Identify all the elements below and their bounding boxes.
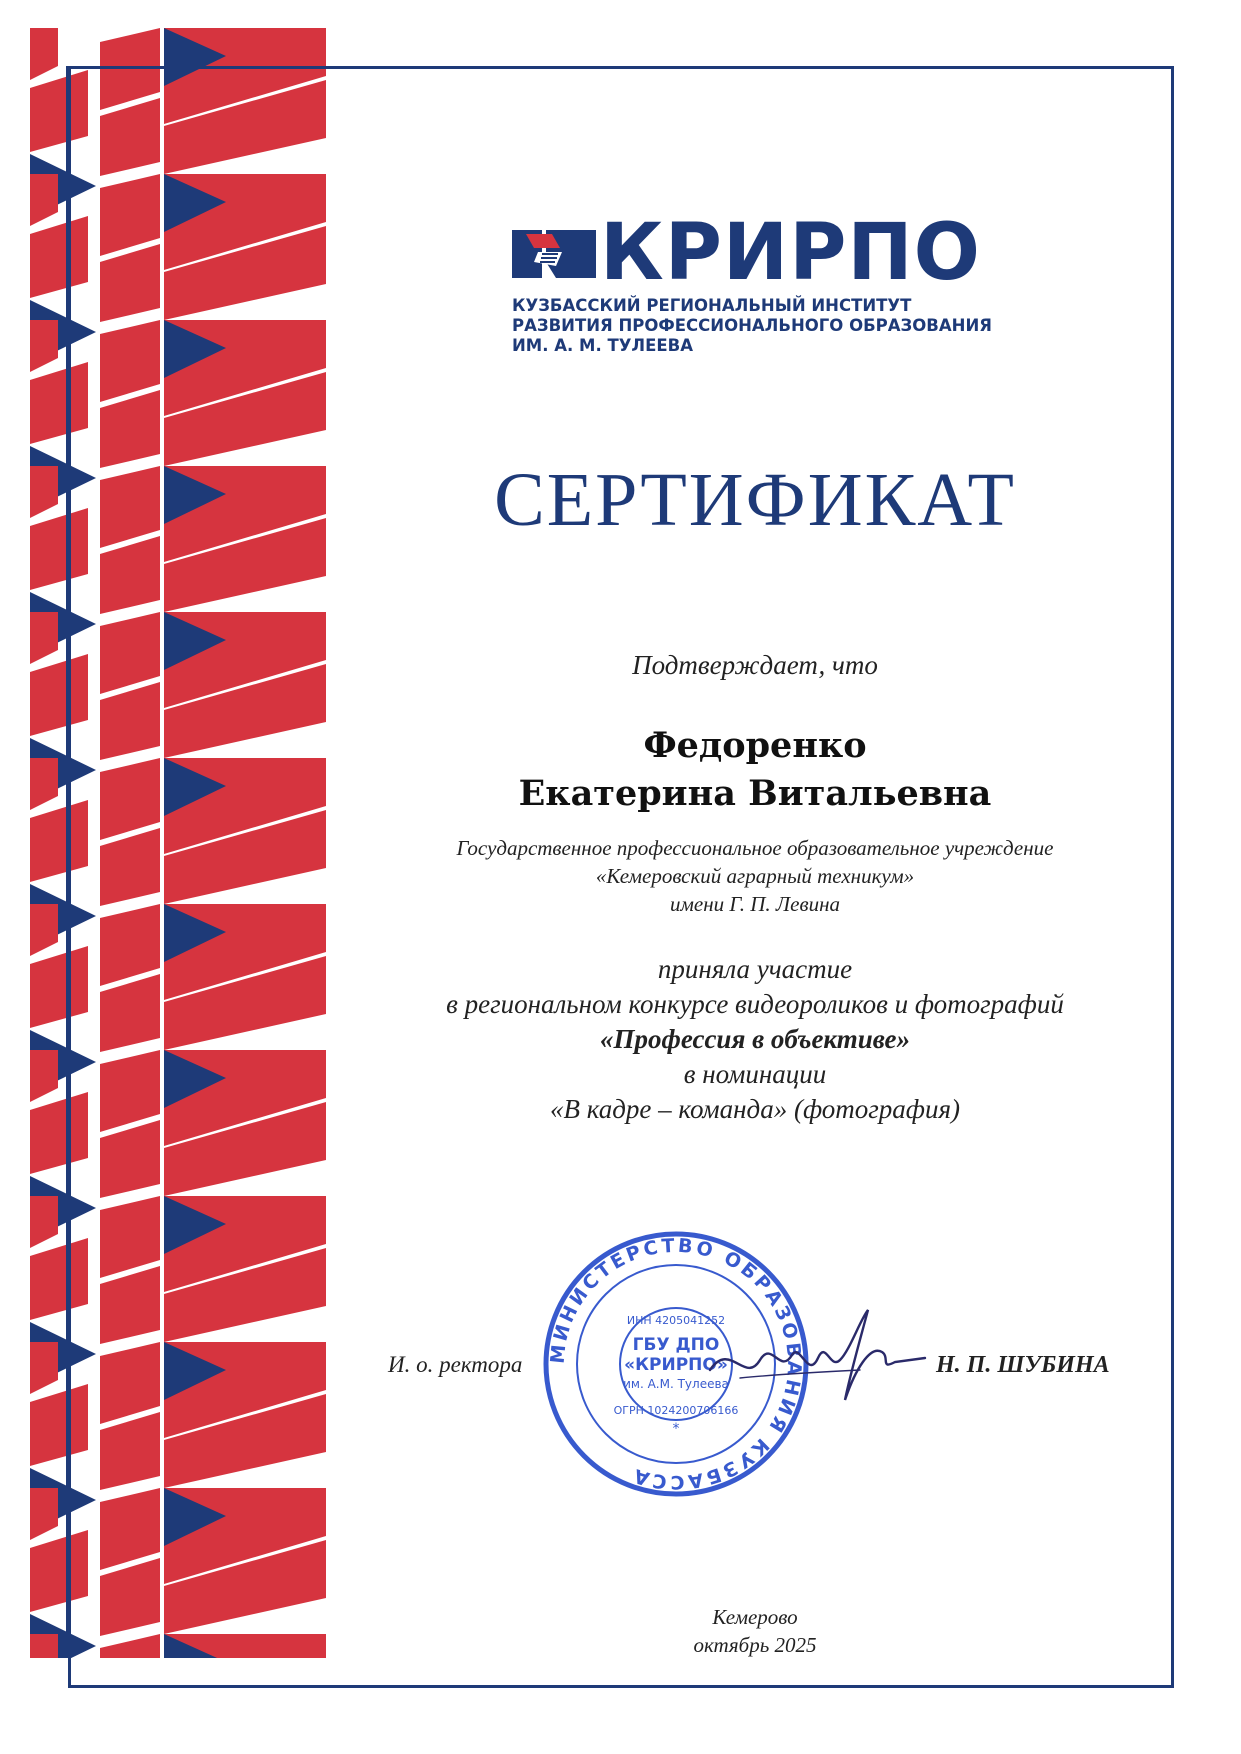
- footer-city: Кемерово: [712, 1605, 798, 1629]
- signatory-name: Н. П. ШУБИНА: [936, 1352, 1110, 1378]
- recipient-surname: Федоренко: [643, 725, 867, 766]
- logo-subtitle-line: РАЗВИТИЯ ПРОФЕССИОНАЛЬНОГО ОБРАЗОВАНИЯ: [512, 316, 992, 335]
- organization-line: «Кемеровский аграрный техникум»: [595, 864, 915, 888]
- organization-line: имени Г. П. Левина: [670, 892, 840, 916]
- recipient-name: [380, 722, 1130, 818]
- stamp-center-line: ГБУ ДПО: [632, 1335, 720, 1355]
- nomination-name: «В кадре – команда» (фотография): [550, 1094, 960, 1124]
- logo-mark-icon: [512, 222, 596, 284]
- kripro-logo: [512, 208, 992, 364]
- confirm-text: Подтверждает, что: [632, 650, 878, 680]
- stamp-ogrn: ОГРН 1024200706166: [613, 1404, 739, 1417]
- svg-text:*: *: [672, 1421, 680, 1437]
- stamp-center-line: им. А.М. Тулеева: [623, 1377, 729, 1391]
- stamp-center-line: «КРИРПО»: [624, 1355, 728, 1375]
- signatory-role: И. о. ректора: [388, 1352, 523, 1377]
- organization-line: Государственное профессиональное образовательное учреждение: [456, 836, 1054, 860]
- nomination-label: в номинации: [683, 1059, 827, 1089]
- signature-mark: [700, 1300, 930, 1410]
- recipient-given-names: Екатерина Витальевна: [518, 773, 992, 814]
- contest-name: «Профессия в объективе»: [600, 1024, 910, 1054]
- footer-date: октябрь 2025: [693, 1633, 817, 1657]
- contest-description: в региональном конкурсе видеороликов и фотографий: [446, 989, 1064, 1019]
- stamp-inn: ИНН 4205041252: [626, 1314, 726, 1327]
- logo-wordmark: КРИРПО: [600, 208, 981, 298]
- logo-subtitle-line: ИМ. А. М. ТУЛЕЕВА: [512, 336, 694, 355]
- footer: [380, 1603, 1130, 1659]
- certificate-title: СЕРТИФИКАТ: [494, 458, 1016, 542]
- participation-text: [380, 952, 1130, 1127]
- logo-subtitle-line: КУЗБАССКИЙ РЕГИОНАЛЬНЫЙ ИНСТИТУТ: [512, 296, 912, 315]
- organization-block: [380, 834, 1130, 918]
- logo-subtitle: [512, 296, 992, 356]
- svg-text:МИНИСТЕРСТВО ОБРАЗОВАНИЯ КУЗБА: МИНИСТЕРСТВО ОБРАЗОВАНИЯ КУЗБАССА: [546, 1234, 806, 1494]
- participation-line: приняла участие: [657, 954, 853, 984]
